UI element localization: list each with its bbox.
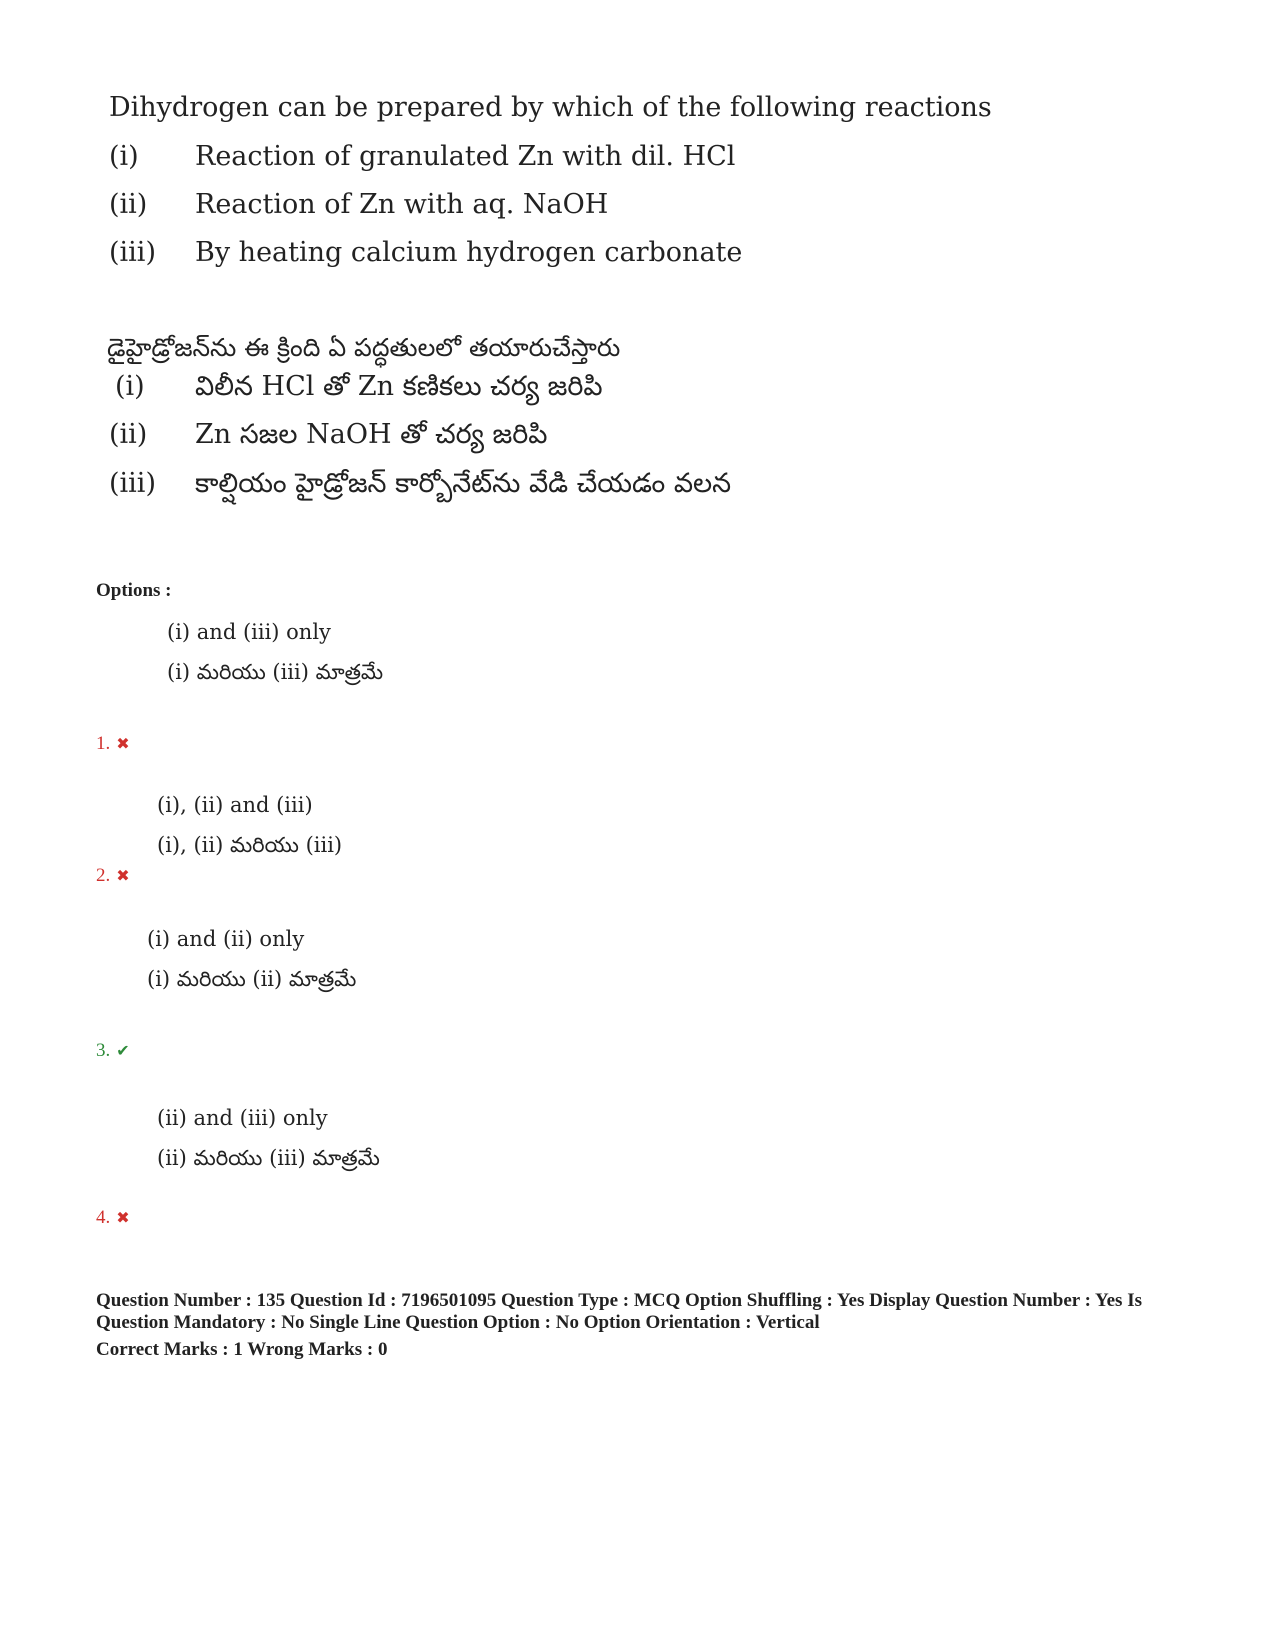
item-number: (iii) — [109, 468, 156, 499]
option-2-text-te: (i), (ii) మరియు (iii) — [157, 833, 343, 857]
question-item-telugu — [109, 468, 731, 506]
question-title: Dihydrogen can be prepared by which of the following reactions — [109, 92, 992, 123]
option-3-text-en: (i) and (ii) only — [147, 927, 305, 951]
option-4-number[interactable]: 4. ✖ — [96, 1207, 130, 1228]
check-icon: ✔ — [116, 1043, 130, 1060]
item-text: విలీన HCl తో Zn కణికలు చర్య జరిపి — [195, 371, 603, 402]
item-text: Zn సజల NaOH తో చర్య జరిపి — [195, 419, 548, 450]
option-2-number[interactable]: 2. ✖ — [96, 865, 130, 886]
option-3-number[interactable]: 3. ✔ — [96, 1040, 130, 1061]
option-1-text-te: (i) మరియు (iii) మాత్రమే — [167, 660, 384, 684]
item-number: (iii) — [109, 237, 156, 268]
option-2-text-en: (i), (ii) and (iii) — [157, 793, 313, 817]
item-text: Reaction of granulated Zn with dil. HCl — [195, 141, 736, 172]
option-4-text-en: (ii) and (iii) only — [157, 1106, 328, 1130]
item-text: కాల్షియం హైడ్రోజన్ కార్బోనేట్‌ను వేడి చేయడం వలన — [195, 468, 732, 499]
question-item — [109, 141, 735, 172]
question-meta: Question Number : 135 Question Id : 7196501095 Question Type : MCQ Option Shuffling : Yes Display Question Number : Yes Is Question Mandatory : No Single Line Question Option : No Option Orientation : Vertical — [96, 1290, 1142, 1333]
options-label: Options : — [96, 580, 172, 601]
item-number: (ii) — [109, 419, 148, 450]
question-item — [109, 189, 608, 220]
option-4-text-te: (ii) మరియు (iii) మాత్రమే — [157, 1146, 380, 1170]
cross-icon: ✖ — [116, 868, 130, 885]
item-number: (i) — [115, 371, 145, 402]
item-number: (ii) — [109, 189, 148, 220]
option-3-text-te: (i) మరియు (ii) మాత్రమే — [147, 967, 357, 991]
cross-icon: ✖ — [116, 736, 130, 753]
item-text: By heating calcium hydrogen carbonate — [195, 237, 743, 268]
option-1-number[interactable]: 1. ✖ — [96, 733, 130, 754]
cross-icon: ✖ — [116, 1210, 130, 1227]
question-item-telugu — [109, 371, 603, 409]
marks-meta: Correct Marks : 1 Wrong Marks : 0 — [96, 1339, 388, 1360]
item-number: (i) — [109, 141, 139, 172]
question-item-telugu — [109, 419, 548, 457]
item-text: Reaction of Zn with aq. NaOH — [195, 189, 609, 220]
question-title-telugu: డైహైడ్రోజన్‌ను ఈ క్రింది ఏ పద్ధతులలో తయారుచేస్తారు — [107, 333, 621, 362]
option-1-text-en: (i) and (iii) only — [167, 620, 331, 644]
question-item — [109, 237, 742, 268]
